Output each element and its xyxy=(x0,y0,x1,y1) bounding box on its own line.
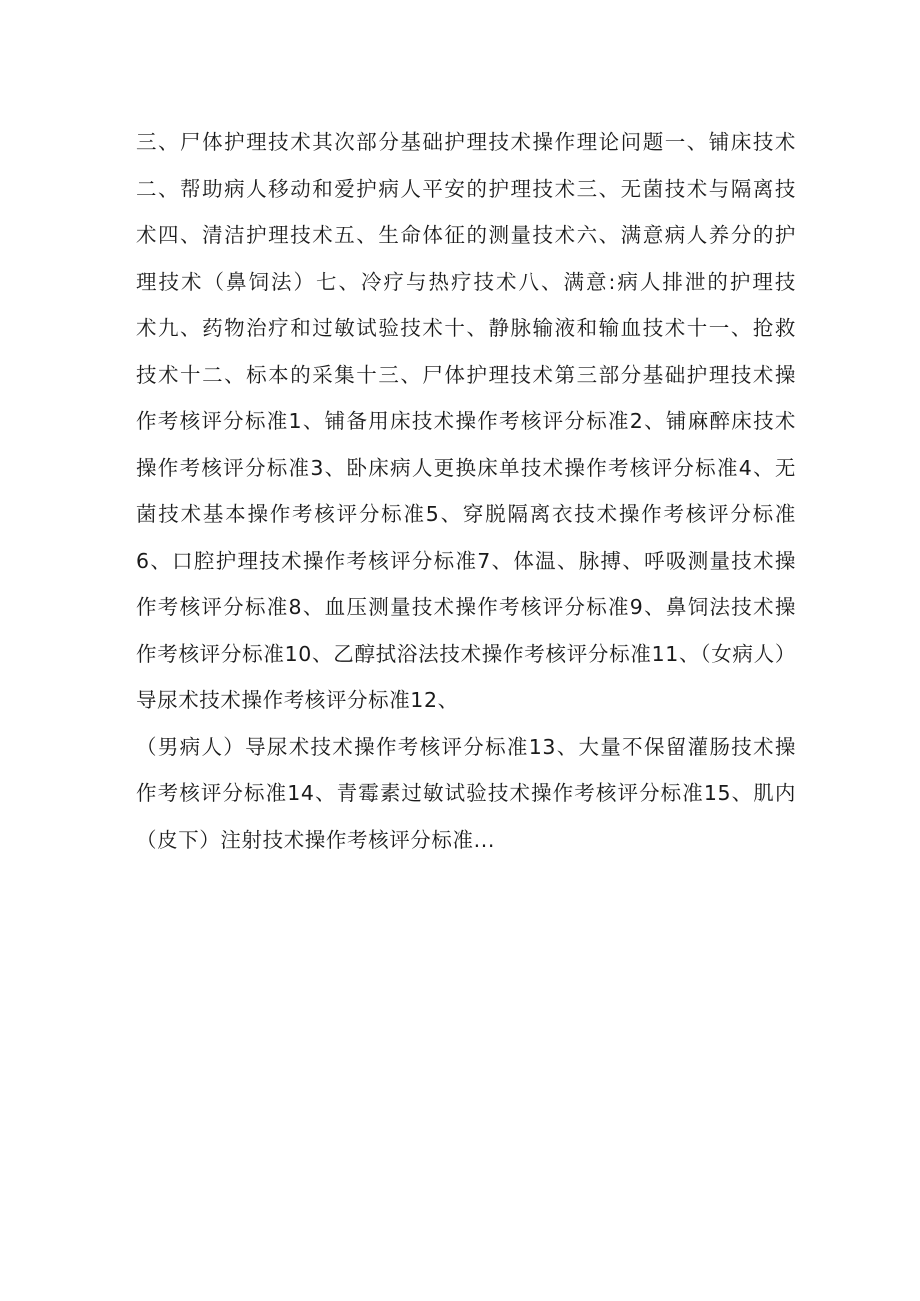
body-text xyxy=(136,119,796,863)
text-line: （男病人）导尿术技术操作考核评分标准13、大量不保留灌肠技术操 xyxy=(136,734,796,759)
text-line: 三、尸体护理技术其次部分基础护理技术操作理论问题一、铺床技术 xyxy=(136,130,796,154)
text-line: 作考核评分标准1、铺备用床技术操作考核评分标准2、铺麻醉床技术 xyxy=(136,409,796,433)
text-line: 作考核评分标准10、乙醇拭浴法技术操作考核评分标准11、（女病人） xyxy=(136,641,796,666)
text-line: 术九、药物治疗和过敏试验技术十、静脉输液和输血技术十一、抢救 xyxy=(136,316,796,340)
text-line: 6、口腔护理技术操作考核评分标准7、体温、脉搏、呼吸测量技术操 xyxy=(136,548,796,573)
text-line: 导尿术技术操作考核评分标准12、 xyxy=(136,688,459,712)
text-line: （皮下）注射技术操作考核评分标准... xyxy=(136,827,495,852)
text-line: 作考核评分标准8、血压测量技术操作考核评分标准9、鼻饲法技术操 xyxy=(136,595,796,619)
text-line: 技术十二、标本的采集十三、尸体护理技术第三部分基础护理技术操 xyxy=(136,362,796,387)
text-line: 作考核评分标准14、青霉素过敏试验技术操作考核评分标准15、肌内 xyxy=(136,781,796,805)
text-line: 操作考核评分标准3、卧床病人更换床单技术操作考核评分标准4、无 xyxy=(136,455,796,480)
text-line: 二、帮助病人移动和爱护病人平安的护理技术三、无菌技术与隔离技 xyxy=(136,176,796,201)
text-line: 术四、清洁护理技术五、生命体征的测量技术六、满意病人养分的护 xyxy=(136,223,796,247)
text-line: 菌技术基本操作考核评分标准5、穿脱隔离衣技术操作考核评分标准 xyxy=(136,502,796,526)
text-line: 理技术（鼻饲法）七、冷疗与热疗技术八、满意:病人排泄的护理技 xyxy=(136,269,796,294)
